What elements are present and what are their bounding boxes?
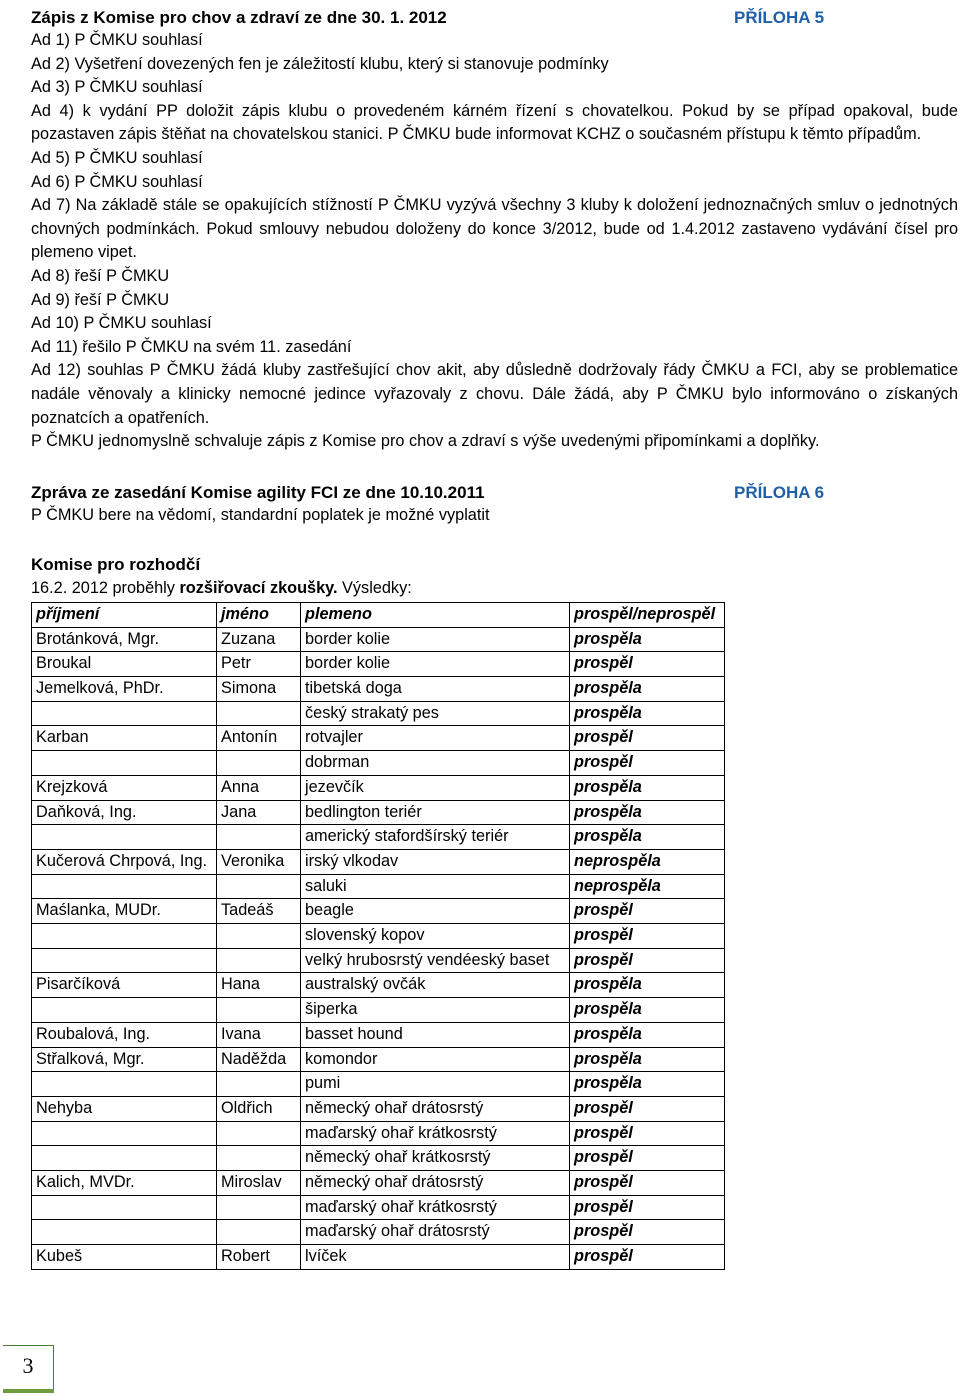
- approval-statement: P ČMKU jednomyslně schvaluje zápis z Komise pro chov a zdraví s výše uvedenými připomínkami a doplňky.: [31, 432, 820, 451]
- firstname-cell: [217, 1072, 301, 1097]
- result-cell: prospěl: [570, 1220, 725, 1245]
- item-ad4: Ad 4) k vydání PP doložit zápis klubu o provedeném kárném řízení s chovatelkou. Pokud by se případ opakoval, bude pozastaven zápis štěňat na chovatelskou stanici. P ČMKU bude informovat KCHZ o současném přístupu k těmto případům.: [31, 101, 958, 144]
- surname-cell: [32, 1146, 217, 1171]
- breed-cell: velký hrubosrstý vendéeský baset: [301, 948, 570, 973]
- surname-cell: [32, 751, 217, 776]
- agility-title: Zpráva ze zasedání Komise agility FCI ze dne 10.10.2011: [31, 482, 485, 502]
- firstname-cell: Oldřich: [217, 1096, 301, 1121]
- firstname-cell: [217, 1146, 301, 1171]
- surname-cell: Krejzková: [32, 775, 217, 800]
- exam-results-table: [31, 602, 725, 1270]
- firstname-cell: Jana: [217, 800, 301, 825]
- surname-cell: Střalková, Mgr.: [32, 1047, 217, 1072]
- breed-cell: saluki: [301, 874, 570, 899]
- result-cell: prospěla: [570, 1072, 725, 1097]
- firstname-cell: Veronika: [217, 849, 301, 874]
- breed-cell: český strakatý pes: [301, 701, 570, 726]
- table-row: [32, 726, 725, 751]
- surname-cell: Brotánková, Mgr.: [32, 627, 217, 652]
- result-cell: prospěl: [570, 751, 725, 776]
- table-row: [32, 998, 725, 1023]
- table-row: [32, 800, 725, 825]
- agility-header: [31, 481, 959, 504]
- item-ad5: Ad 5) P ČMKU souhlasí: [31, 148, 203, 167]
- result-cell: prospěla: [570, 676, 725, 701]
- table-row: [32, 1220, 725, 1245]
- breed-cell: border kolie: [301, 652, 570, 677]
- result-cell: prospěla: [570, 1047, 725, 1072]
- firstname-cell: Tadeáš: [217, 899, 301, 924]
- surname-cell: Maślanka, MUDr.: [32, 899, 217, 924]
- result-cell: prospěl: [570, 1245, 725, 1270]
- table-row: [32, 1171, 725, 1196]
- surname-cell: Pisarčíková: [32, 973, 217, 998]
- item-ad11: Ad 11) řešilo P ČMKU na svém 11. zasedání: [31, 337, 352, 356]
- surname-cell: [32, 948, 217, 973]
- result-cell: prospěla: [570, 998, 725, 1023]
- breed-cell: beagle: [301, 899, 570, 924]
- item-ad8: Ad 8) řeší P ČMKU: [31, 266, 170, 285]
- breed-cell: lvíček: [301, 1245, 570, 1270]
- judges-intro-prefix: 16.2. 2012 proběhly: [31, 579, 180, 598]
- surname-cell: [32, 1072, 217, 1097]
- minutes-title: Zápis z Komise pro chov a zdraví ze dne 30. 1. 2012: [31, 8, 447, 27]
- annex-6-label: PŘÍLOHA 6: [734, 482, 825, 502]
- agility-text: P ČMKU bere na vědomí, standardní poplatek je možné vyplatit: [31, 505, 490, 524]
- result-cell: prospěl: [570, 1171, 725, 1196]
- result-cell: neprospěla: [570, 849, 725, 874]
- column-header-surname: příjmení: [32, 602, 217, 627]
- firstname-cell: Anna: [217, 775, 301, 800]
- firstname-cell: Robert: [217, 1245, 301, 1270]
- result-cell: prospěla: [570, 627, 725, 652]
- page-number: 3: [3, 1345, 54, 1390]
- firstname-cell: Ivana: [217, 1022, 301, 1047]
- surname-cell: Jemelková, PhDr.: [32, 676, 217, 701]
- surname-cell: Karban: [32, 726, 217, 751]
- firstname-cell: Hana: [217, 973, 301, 998]
- annex-5-label: PŘÍLOHA 5: [734, 8, 825, 27]
- table-row: [32, 948, 725, 973]
- surname-cell: Kalich, MVDr.: [32, 1171, 217, 1196]
- result-cell: prospěl: [570, 899, 725, 924]
- table-row: [32, 1072, 725, 1097]
- surname-cell: [32, 924, 217, 949]
- table-row: [32, 874, 725, 899]
- breed-cell: maďarský ohař krátkosrstý: [301, 1195, 570, 1220]
- table-row: [32, 924, 725, 949]
- result-cell: prospěl: [570, 924, 725, 949]
- firstname-cell: [217, 1121, 301, 1146]
- breed-cell: slovenský kopov: [301, 924, 570, 949]
- firstname-cell: [217, 874, 301, 899]
- table-row: [32, 701, 725, 726]
- item-ad10: Ad 10) P ČMKU souhlasí: [31, 314, 212, 333]
- table-row: [32, 825, 725, 850]
- breed-cell: komondor: [301, 1047, 570, 1072]
- table-row: [32, 751, 725, 776]
- result-cell: prospěla: [570, 701, 725, 726]
- table-row: [32, 1022, 725, 1047]
- item-ad9: Ad 9) řeší P ČMKU: [31, 290, 170, 309]
- breed-cell: německý ohař drátosrstý: [301, 1171, 570, 1196]
- result-cell: prospěla: [570, 800, 725, 825]
- surname-cell: [32, 1220, 217, 1245]
- surname-cell: [32, 998, 217, 1023]
- table-row: [32, 899, 725, 924]
- surname-cell: Daňková, Ing.: [32, 800, 217, 825]
- breed-cell: maďarský ohař krátkosrstý: [301, 1121, 570, 1146]
- judges-section-title: Komise pro rozhodčí: [31, 555, 201, 575]
- item-ad6: Ad 6) P ČMKU souhlasí: [31, 172, 203, 191]
- table-row: [32, 627, 725, 652]
- firstname-cell: [217, 1220, 301, 1245]
- breed-cell: šiperka: [301, 998, 570, 1023]
- table-row: [32, 973, 725, 998]
- result-cell: prospěla: [570, 1022, 725, 1047]
- table-row: [32, 1121, 725, 1146]
- surname-cell: Nehyba: [32, 1096, 217, 1121]
- table-row: [32, 849, 725, 874]
- result-cell: prospěl: [570, 1121, 725, 1146]
- judges-intro-suffix: Výsledky:: [337, 579, 412, 598]
- column-header-breed: plemeno: [301, 602, 570, 627]
- surname-cell: [32, 874, 217, 899]
- surname-cell: [32, 1121, 217, 1146]
- judges-intro-bold: rozšiřovací zkoušky.: [179, 579, 338, 598]
- breed-cell: maďarský ohař drátosrstý: [301, 1220, 570, 1245]
- table-row: [32, 1195, 725, 1220]
- firstname-cell: [217, 751, 301, 776]
- breed-cell: jezevčík: [301, 775, 570, 800]
- firstname-cell: Petr: [217, 652, 301, 677]
- result-cell: neprospěla: [570, 874, 725, 899]
- judges-intro: [31, 577, 959, 601]
- firstname-cell: [217, 701, 301, 726]
- firstname-cell: [217, 825, 301, 850]
- result-cell: prospěla: [570, 775, 725, 800]
- breed-cell: australský ovčák: [301, 973, 570, 998]
- surname-cell: Kučerová Chrpová, Ing.: [32, 849, 217, 874]
- surname-cell: Roubalová, Ing.: [32, 1022, 217, 1047]
- surname-cell: [32, 825, 217, 850]
- breed-cell: americký stafordšírský teriér: [301, 825, 570, 850]
- result-cell: prospěl: [570, 948, 725, 973]
- breed-cell: německý ohař drátosrstý: [301, 1096, 570, 1121]
- table-row: [32, 1047, 725, 1072]
- breed-cell: dobrman: [301, 751, 570, 776]
- firstname-cell: Miroslav: [217, 1171, 301, 1196]
- item-ad12: Ad 12) souhlas P ČMKU žádá kluby zastřešující chov akit, aby důsledně dodržovaly řády ČMKU a FCI, aby se problematice nadále věnovaly a klinicky nemocné jedince vyřazovaly z chovu. Dále žádá, aby P ČMKU bylo informováno o získaných poznatcích a opatřeních.: [31, 361, 958, 427]
- surname-cell: Broukal: [32, 652, 217, 677]
- firstname-cell: [217, 948, 301, 973]
- breed-cell: pumi: [301, 1072, 570, 1097]
- column-header-firstname: jméno: [217, 602, 301, 627]
- firstname-cell: [217, 998, 301, 1023]
- result-cell: prospěl: [570, 652, 725, 677]
- result-cell: prospěl: [570, 1195, 725, 1220]
- result-cell: prospěl: [570, 726, 725, 751]
- column-header-result: prospěl/neprospěl: [570, 602, 725, 627]
- table-row: [32, 1146, 725, 1171]
- minutes-header: [31, 6, 959, 29]
- breed-cell: rotvajler: [301, 726, 570, 751]
- firstname-cell: Zuzana: [217, 627, 301, 652]
- item-ad2: Ad 2) Vyšetření dovezených fen je záležitostí klubu, který si stanovuje podmínky: [31, 54, 609, 73]
- result-cell: prospěl: [570, 1146, 725, 1171]
- breed-cell: basset hound: [301, 1022, 570, 1047]
- result-cell: prospěla: [570, 973, 725, 998]
- surname-cell: [32, 701, 217, 726]
- table-row: [32, 652, 725, 677]
- table-row: [32, 775, 725, 800]
- document-page: [31, 6, 959, 1270]
- firstname-cell: [217, 924, 301, 949]
- firstname-cell: Simona: [217, 676, 301, 701]
- surname-cell: Kubeš: [32, 1245, 217, 1270]
- firstname-cell: [217, 1195, 301, 1220]
- surname-cell: [32, 1195, 217, 1220]
- item-ad1: Ad 1) P ČMKU souhlasí: [31, 31, 203, 49]
- table-header-row: [32, 602, 725, 627]
- firstname-cell: Naděžda: [217, 1047, 301, 1072]
- item-ad7: Ad 7) Na základě stále se opakujících stížností P ČMKU vyzývá všechny 3 kluby k doložení jednoznačných smluv o jednotných chovných podmínkách. Pokud smlouvy nebudou doloženy do konce 3/2012, bude od 1.4.2012 zastaveno vydávání čísel pro plemeno vipet.: [31, 196, 958, 262]
- item-ad3: Ad 3) P ČMKU souhlasí: [31, 78, 203, 97]
- breed-cell: bedlington teriér: [301, 800, 570, 825]
- breed-cell: tibetská doga: [301, 676, 570, 701]
- result-cell: prospěl: [570, 1096, 725, 1121]
- firstname-cell: Antonín: [217, 726, 301, 751]
- table-row: [32, 676, 725, 701]
- breed-cell: německý ohař krátkosrstý: [301, 1146, 570, 1171]
- table-row: [32, 1245, 725, 1270]
- breed-cell: border kolie: [301, 627, 570, 652]
- page-number-decoration: [3, 1389, 54, 1393]
- result-cell: prospěla: [570, 825, 725, 850]
- breed-cell: irský vlkodav: [301, 849, 570, 874]
- table-row: [32, 1096, 725, 1121]
